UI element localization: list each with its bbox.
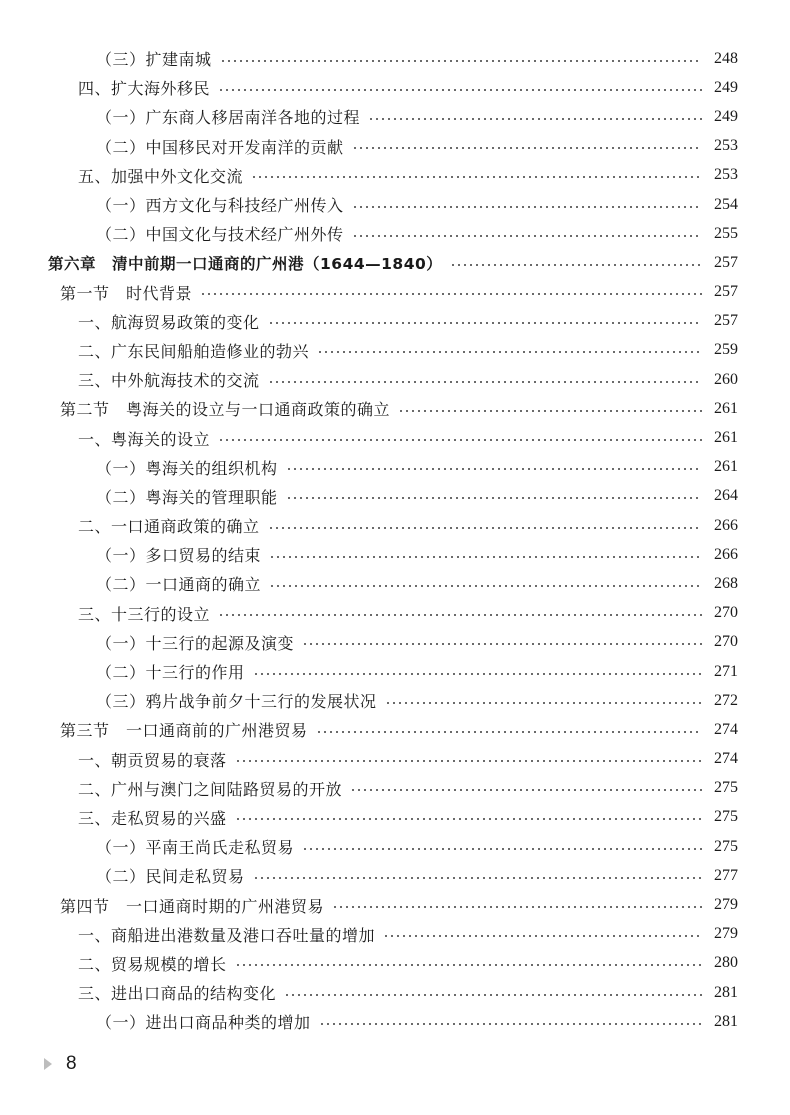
dot-leader xyxy=(251,175,702,179)
toc-entry-page: 268 xyxy=(714,574,738,592)
toc-entry-title: 二、贸易规模的增长 xyxy=(78,954,227,974)
toc-entry-page: 257 xyxy=(714,312,738,330)
toc-entry-page: 275 xyxy=(714,779,738,797)
toc-entry[interactable] xyxy=(44,423,738,452)
toc-entry[interactable] xyxy=(44,657,738,686)
dot-leader xyxy=(235,963,702,967)
toc-entry[interactable] xyxy=(44,599,738,628)
toc-entry-page: 272 xyxy=(714,691,738,709)
dot-leader xyxy=(218,88,702,92)
dot-leader xyxy=(268,380,702,384)
toc-entry-page: 279 xyxy=(714,925,738,943)
toc-entry-page: 254 xyxy=(714,195,738,213)
toc-entry-page: 266 xyxy=(714,516,738,534)
toc-entry-title: （一）十三行的起源及演变 xyxy=(96,633,295,653)
toc-entry-title: （三）扩建南城 xyxy=(96,50,212,70)
toc-entry-page: 255 xyxy=(714,224,738,242)
toc-entry-title: （二）十三行的作用 xyxy=(96,663,245,683)
toc-entry-title: （一）粤海关的组织机构 xyxy=(96,458,278,478)
toc-entry[interactable] xyxy=(44,161,738,190)
toc-entry-title: 一、粤海关的设立 xyxy=(78,429,211,449)
toc-entry[interactable] xyxy=(44,307,738,336)
toc-entry-page: 281 xyxy=(714,1012,738,1030)
toc-entry-title: （二）中国文化与技术经广州外传 xyxy=(96,225,344,245)
dot-leader xyxy=(200,292,702,296)
toc-entry-title: （一）广东商人移居南洋各地的过程 xyxy=(96,108,361,128)
dot-leader xyxy=(332,905,702,909)
page-footer xyxy=(44,1053,77,1075)
dot-leader xyxy=(220,59,702,63)
toc-entry-title: 第三节 一口通商前的广州港贸易 xyxy=(60,721,308,741)
dot-leader xyxy=(302,847,702,851)
toc-entry[interactable] xyxy=(44,832,738,861)
toc-entry-title: 二、一口通商政策的确立 xyxy=(78,517,260,537)
toc-entry[interactable] xyxy=(44,453,738,482)
dot-leader xyxy=(398,409,702,413)
toc-entry-title: （二）一口通商的确立 xyxy=(96,575,262,595)
dot-leader xyxy=(286,496,702,500)
toc-entry-title: 第四节 一口通商时期的广州港贸易 xyxy=(60,896,325,916)
toc-entry-page: 259 xyxy=(714,341,738,359)
toc-entry-page: 249 xyxy=(714,107,738,125)
dot-leader xyxy=(235,817,702,821)
toc-entry-title: 二、广州与澳门之间陆路贸易的开放 xyxy=(78,779,343,799)
toc-entry-page: 248 xyxy=(714,49,738,67)
toc-entry-title: 第二节 粤海关的设立与一口通商政策的确立 xyxy=(60,400,391,420)
toc-entry-page: 249 xyxy=(714,78,738,96)
toc-entry[interactable] xyxy=(44,190,738,219)
dot-leader xyxy=(302,642,702,646)
dot-leader xyxy=(385,701,702,705)
toc-entry-title: 一、商船进出港数量及港口吞吐量的增加 xyxy=(78,925,376,945)
toc-entry[interactable] xyxy=(44,686,738,715)
toc-entry[interactable] xyxy=(44,803,738,832)
dot-leader xyxy=(350,788,702,792)
toc-entry-page: 257 xyxy=(714,253,738,271)
dot-leader xyxy=(218,613,702,617)
toc-entry[interactable] xyxy=(44,569,738,598)
toc-entry-page: 261 xyxy=(714,458,738,476)
toc-entry-page: 260 xyxy=(714,370,738,388)
toc-entry-title: （二）粤海关的管理职能 xyxy=(96,487,278,507)
dot-leader xyxy=(368,117,702,121)
toc-entry[interactable] xyxy=(44,132,738,161)
dot-leader xyxy=(450,263,702,267)
toc-entry-title: 三、中外航海技术的交流 xyxy=(78,371,260,391)
toc-entry[interactable] xyxy=(44,628,738,657)
toc-entry-title: （三）鸦片战争前夕十三行的发展状况 xyxy=(96,692,377,712)
dot-leader xyxy=(269,584,702,588)
toc-entry-title: 三、进出口商品的结构变化 xyxy=(78,984,277,1004)
toc-entry-page: 275 xyxy=(714,808,738,826)
toc-entry-page: 261 xyxy=(714,429,738,447)
dot-leader xyxy=(383,934,702,938)
toc-entry-page: 253 xyxy=(714,137,738,155)
toc-entry[interactable] xyxy=(44,102,738,131)
toc-entry-page: 266 xyxy=(714,545,738,563)
toc-entry-page: 257 xyxy=(714,283,738,301)
toc-entry-title: 五、加强中外文化交流 xyxy=(78,166,244,186)
toc-entry[interactable] xyxy=(44,540,738,569)
dot-leader xyxy=(316,730,702,734)
dot-leader xyxy=(268,526,702,530)
toc-entry-page: 264 xyxy=(714,487,738,505)
toc-entry-title: 第一节 时代背景 xyxy=(60,283,193,303)
dot-leader xyxy=(284,993,702,997)
dot-leader xyxy=(352,205,702,209)
toc-entry-title: 第六章 清中前期一口通商的广州港（1644—1840） xyxy=(48,254,443,273)
toc-entry[interactable] xyxy=(44,219,738,248)
toc-entry[interactable] xyxy=(44,336,738,365)
toc-entry[interactable] xyxy=(44,978,738,1007)
toc-entry[interactable] xyxy=(44,1007,738,1036)
toc-section-entry[interactable] xyxy=(44,394,738,423)
toc-entry-page: 275 xyxy=(714,837,738,855)
toc-entry-title: （一）多口贸易的结束 xyxy=(96,546,262,566)
toc-entry-title: 三、走私贸易的兴盛 xyxy=(78,808,227,828)
toc-entry[interactable] xyxy=(44,482,738,511)
toc-entry-page: 281 xyxy=(714,983,738,1001)
dot-leader xyxy=(319,1022,702,1026)
toc-entry-page: 277 xyxy=(714,866,738,884)
dot-leader xyxy=(352,234,702,238)
toc-entry-page: 261 xyxy=(714,399,738,417)
toc-section-entry[interactable] xyxy=(44,890,738,919)
dot-leader xyxy=(235,759,702,763)
dot-leader xyxy=(317,350,702,354)
toc-entry-title: 四、扩大海外移民 xyxy=(78,79,211,99)
dot-leader xyxy=(253,876,702,880)
toc-entry-page: 274 xyxy=(714,750,738,768)
toc-entry[interactable] xyxy=(44,44,738,73)
table-of-contents xyxy=(44,44,738,1036)
toc-entry-page: 279 xyxy=(714,896,738,914)
toc-entry-title: （一）进出口商品种类的增加 xyxy=(96,1013,311,1033)
toc-entry[interactable] xyxy=(44,861,738,890)
toc-entry[interactable] xyxy=(44,511,738,540)
dot-leader xyxy=(268,321,702,325)
toc-entry[interactable] xyxy=(44,745,738,774)
toc-entry[interactable] xyxy=(44,920,738,949)
toc-chapter-entry[interactable] xyxy=(44,248,738,277)
toc-entry[interactable] xyxy=(44,774,738,803)
dot-leader xyxy=(253,672,702,676)
toc-entry-title: （二）中国移民对开发南洋的贡献 xyxy=(96,137,344,157)
toc-entry-page: 253 xyxy=(714,166,738,184)
toc-entry-title: （一）西方文化与科技经广州传入 xyxy=(96,196,344,216)
page-number: 8 xyxy=(66,1053,77,1074)
toc-entry-title: 一、朝贡贸易的衰落 xyxy=(78,750,227,770)
toc-entry-title: （一）平南王尚氏走私贸易 xyxy=(96,838,295,858)
dot-leader xyxy=(218,438,702,442)
toc-entry-page: 274 xyxy=(714,720,738,738)
toc-entry[interactable] xyxy=(44,73,738,102)
toc-entry[interactable] xyxy=(44,365,738,394)
toc-section-entry[interactable] xyxy=(44,715,738,744)
dot-leader xyxy=(352,146,702,150)
toc-entry[interactable] xyxy=(44,949,738,978)
toc-entry-page: 270 xyxy=(714,633,738,651)
triangle-right-icon xyxy=(44,1058,52,1070)
toc-entry-title: 一、航海贸易政策的变化 xyxy=(78,312,260,332)
dot-leader xyxy=(286,467,702,471)
toc-entry-page: 270 xyxy=(714,604,738,622)
toc-entry-page: 280 xyxy=(714,954,738,972)
toc-entry-title: 三、十三行的设立 xyxy=(78,604,211,624)
dot-leader xyxy=(269,555,702,559)
toc-entry-title: （二）民间走私贸易 xyxy=(96,867,245,887)
toc-entry-page: 271 xyxy=(714,662,738,680)
toc-entry-title: 二、广东民间船舶造修业的勃兴 xyxy=(78,341,310,361)
toc-section-entry[interactable] xyxy=(44,278,738,307)
